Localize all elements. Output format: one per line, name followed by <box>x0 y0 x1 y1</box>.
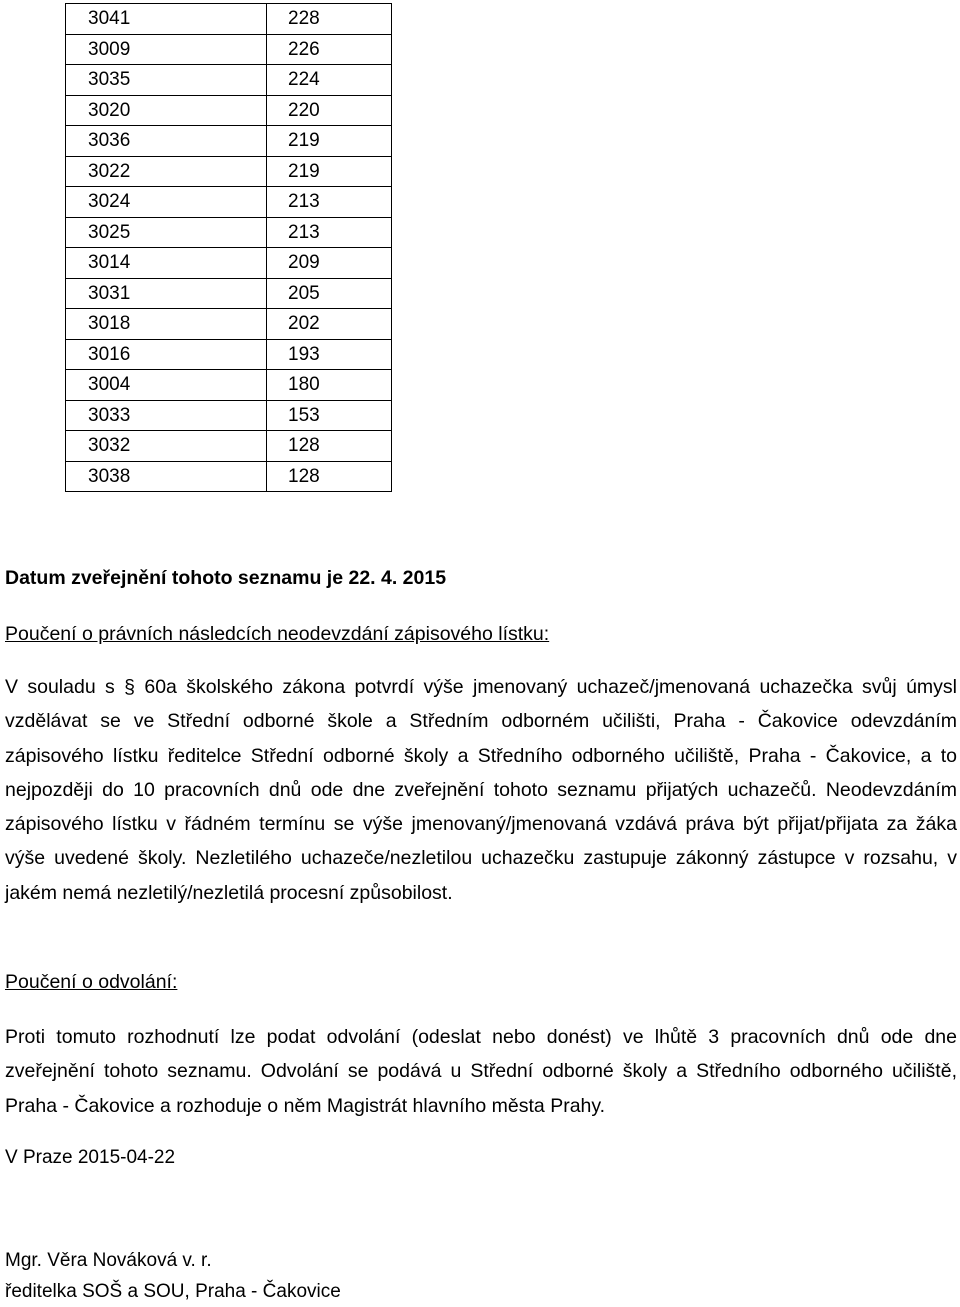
applicant-code-cell: 3033 <box>66 400 267 431</box>
table-row <box>66 187 392 218</box>
points-cell: 226 <box>267 34 392 65</box>
applicant-code-cell: 3022 <box>66 156 267 187</box>
table-row <box>66 95 392 126</box>
table-row <box>66 461 392 492</box>
applicant-code-cell: 3009 <box>66 34 267 65</box>
applicant-code-cell: 3004 <box>66 370 267 401</box>
table-row <box>66 34 392 65</box>
legal-notice-heading: Poučení o právních následcích neodevzdání zápisového lístku: <box>5 623 550 645</box>
signatory-name: Mgr. Věra Nováková v. r. <box>5 1250 212 1271</box>
table-row <box>66 248 392 279</box>
points-cell: 213 <box>267 187 392 218</box>
points-cell: 213 <box>267 217 392 248</box>
applicant-code-cell: 3016 <box>66 339 267 370</box>
applicant-code-cell: 3025 <box>66 217 267 248</box>
table-row <box>66 431 392 462</box>
applicant-code-cell: 3031 <box>66 278 267 309</box>
applicant-code-cell: 3018 <box>66 309 267 340</box>
signatory-role: ředitelka SOŠ a SOU, Praha - Čakovice <box>5 1281 341 1302</box>
legal-notice-body: V souladu s § 60a školského zákona potvrdí výše jmenovaný uchazeč/jmenovaná uchazečka svůj úmysl vzdělávat se ve Střední odborné škole a Středním odborném učilišti, Praha - Čakovice odevzdáním zápisového lístku ředitelce Střední odborné školy a Středního odborného učiliště, Praha - Čakovice, a to nejpozději do 10 pracovních dnů ode dne zveřejnění tohoto seznamu přijatých uchazečů. Neodevzdáním zápisového lístku v řádném termínu se výše jmenovaný/jmenovaná vzdává práva být přijat/přijata za žáka výše uvedené školy. Nezletilého uchazeče/nezletilou uchazečku zastupuje zákonný zástupce v rozsahu, v jakém nemá nezletilý/nezletilá procesní způsobilost. <box>5 676 957 904</box>
applicant-code-cell: 3041 <box>66 4 267 35</box>
table-row <box>66 65 392 96</box>
points-cell: 202 <box>267 309 392 340</box>
table-row <box>66 278 392 309</box>
publication-date-line: Datum zveřejnění tohoto seznamu je 22. 4. 2015 <box>5 567 447 589</box>
applicant-code-cell: 3038 <box>66 461 267 492</box>
table-row <box>66 156 392 187</box>
applicant-code-cell: 3032 <box>66 431 267 462</box>
applicant-code-cell: 3024 <box>66 187 267 218</box>
points-cell: 205 <box>267 278 392 309</box>
applicant-code-cell: 3035 <box>66 65 267 96</box>
table-row <box>66 339 392 370</box>
appeal-notice-body: Proti tomuto rozhodnutí lze podat odvolání (odeslat nebo donést) ve lhůtě 3 pracovních dnů ode dne zveřejnění tohoto seznamu. Odvolání se podává u Střední odborné školy a Středního odborného učiliště, Praha - Čakovice a rozhoduje o něm Magistrát hlavního města Prahy. <box>5 1026 957 1117</box>
table-row <box>66 309 392 340</box>
appeal-notice-heading: Poučení o odvolání: <box>5 971 178 993</box>
applicant-code-cell: 3036 <box>66 126 267 157</box>
table-row <box>66 126 392 157</box>
points-cell: 153 <box>267 400 392 431</box>
results-table-body <box>66 4 392 492</box>
points-cell: 209 <box>267 248 392 279</box>
table-row <box>66 217 392 248</box>
points-cell: 219 <box>267 156 392 187</box>
results-table <box>65 3 392 492</box>
points-cell: 219 <box>267 126 392 157</box>
points-cell: 128 <box>267 461 392 492</box>
points-cell: 224 <box>267 65 392 96</box>
applicant-code-cell: 3020 <box>66 95 267 126</box>
points-cell: 228 <box>267 4 392 35</box>
points-cell: 220 <box>267 95 392 126</box>
table-row <box>66 4 392 35</box>
table-row <box>66 370 392 401</box>
place-and-date: V Praze 2015-04-22 <box>5 1147 176 1168</box>
points-cell: 180 <box>267 370 392 401</box>
points-cell: 128 <box>267 431 392 462</box>
points-cell: 193 <box>267 339 392 370</box>
table-row <box>66 400 392 431</box>
applicant-code-cell: 3014 <box>66 248 267 279</box>
